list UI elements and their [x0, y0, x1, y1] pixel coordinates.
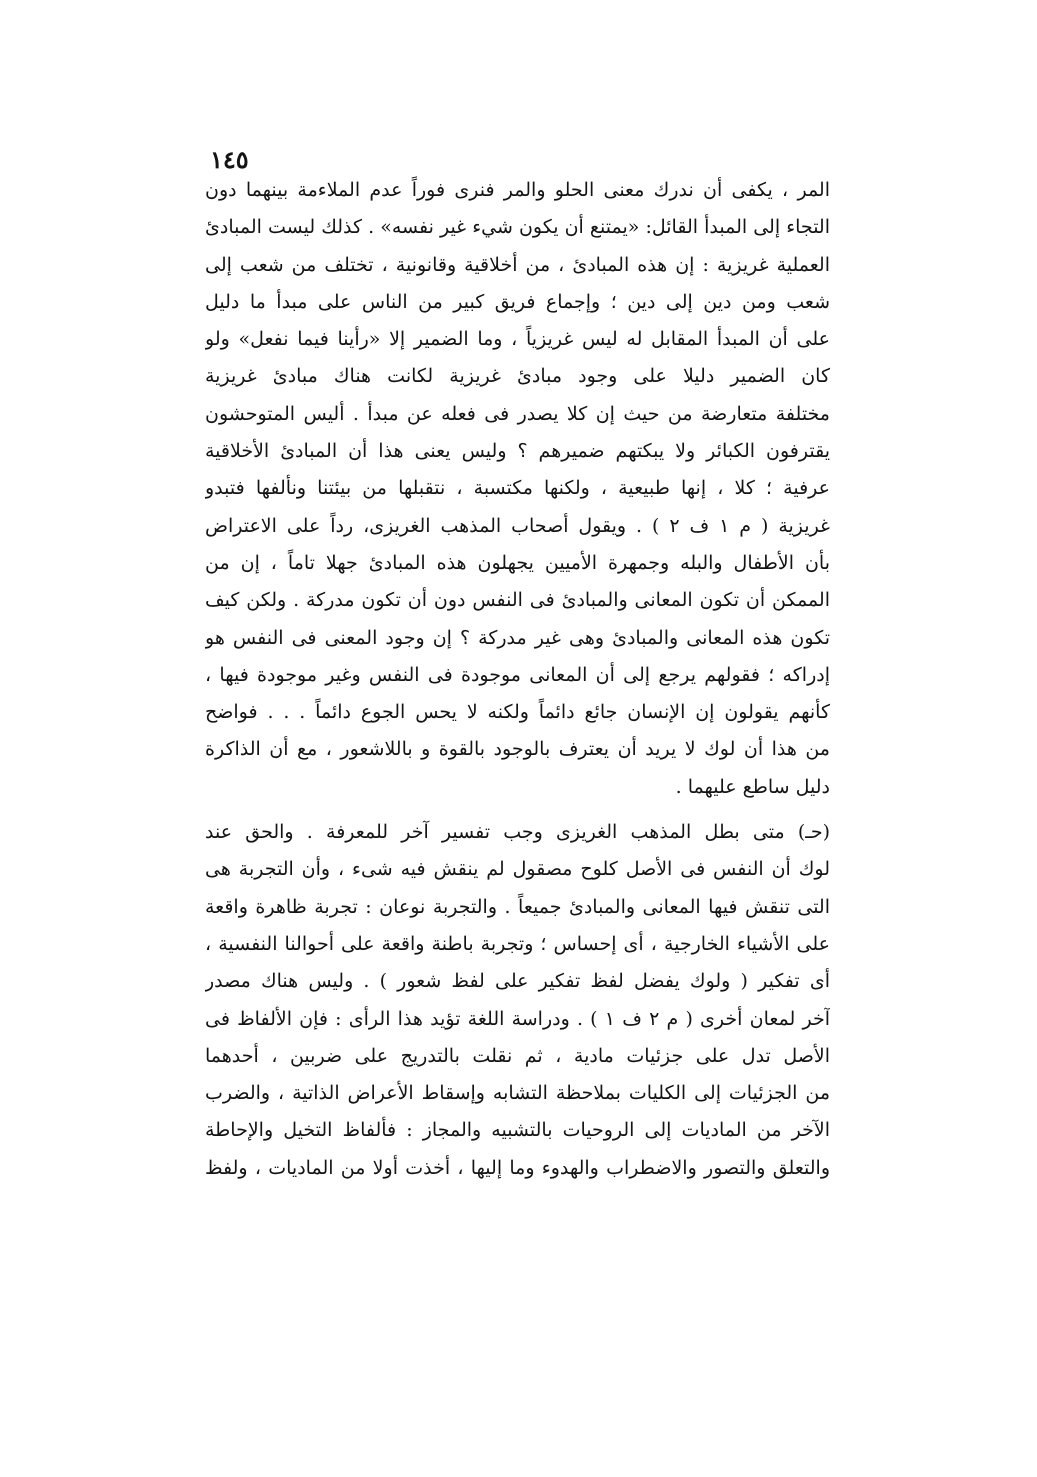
text-line: غريزية ( م ١ ف ٢ ) . ويقول أصحاب المذهب الغريزى، رداً على الاعتراض: [205, 514, 830, 537]
text-line: شعب ومن دين إلى دين ؛ وإجماع فريق كبير من الناس على مبدأ ما دليل: [205, 290, 830, 313]
text-line: المر ، يكفى أن ندرك معنى الحلو والمر فنرى فوراً عدم الملاءمة بينهما دون: [205, 179, 830, 201]
body-text: [205, 172, 830, 1187]
text-line: تكون هذه المعانى والمبادئ وهى غير مدركة ؟ إن وجود المعنى فى النفس هو: [205, 626, 830, 649]
text-line: عرفية ؛ كلا ، إنها طبيعية ، ولكنها مكتسبة ، نتقبلها من بيئتنا ونألفها فتبدو: [205, 477, 830, 500]
text-line: الآخر من الماديات إلى الروحيات بالتشبيه والمجاز : فألفاظ التخيل والإحاطة: [205, 1119, 830, 1142]
text-line: يقترفون الكبائر ولا يبكتهم ضميرهم ؟ وليس يعنى هذا أن المبادئ الأخلاقية: [205, 440, 830, 463]
text-line: على الأشياء الخارجية ، أى إحساس ؛ وتجربة باطنة واقعة على أحوالنا النفسية ،: [205, 932, 830, 955]
text-line: لوك أن النفس فى الأصل كلوح مصقول لم ينقش فيه شىء ، وأن التجربة هى: [205, 858, 830, 881]
text-line: التى تنقش فيها المعانى والمبادئ جميعاً . والتجربة نوعان : تجربة ظاهرة واقعة: [205, 895, 830, 918]
text-line: والتعلق والتصور والاضطراب والهدوء وما إليها ، أخذت أولا من الماديات ، ولفظ: [205, 1156, 830, 1179]
text-line: إدراكه ؛ فقولهم يرجع إلى أن المعانى موجودة فى النفس وغير موجودة فيها ،: [205, 663, 830, 686]
text-line: آخر لمعان أخرى ( م ٢ ف ١ ) . ودراسة اللغة تؤيد هذا الرأى : فإن الألفاظ فى: [205, 1007, 830, 1030]
text-line: من هذا أن لوك لا يريد أن يعترف بالوجود بالقوة و باللاشعور ، مع أن الذاكرة: [205, 738, 830, 761]
text-line: الأصل تدل على جزئيات مادية ، ثم نقلت بالتدريج على ضربين ، أحدهما: [205, 1044, 830, 1067]
text-line: دليل ساطع عليهما .: [675, 775, 830, 798]
text-line: التجاء إلى المبدأ القائل: «يمتنع أن يكون شيء غير نفسه» . كذلك ليست المبادئ: [205, 216, 830, 239]
paragraph-2: [205, 814, 830, 1187]
text-line: من الجزئيات إلى الكليات بملاحظة التشابه وإسقاط الأعراض الذاتية ، والضرب: [205, 1082, 830, 1105]
text-line: العملية غريزية : إن هذه المبادئ ، من أخلاقية وقانونية ، تختلف من شعب إلى: [205, 253, 830, 276]
text-line: مختلفة متعارضة من حيث إن كلا يصدر فى فعله عن مبدأ . أليس المتوحشون: [205, 402, 830, 425]
text-line: بأن الأطفال والبله وجمهرة الأميين يجهلون هذه المبادئ جهلا تاماً ، إن من: [205, 551, 830, 574]
page-number: ١٤٥: [210, 145, 249, 174]
paragraph-gap: [205, 806, 830, 814]
text-line: أى تفكير ( ولوك يفضل لفظ تفكير على لفظ شعور ) . وليس هناك مصدر: [205, 970, 830, 993]
text-line: كأنهم يقولون إن الإنسان جائع دائماً ولكنه لا يحس الجوع دائماً . . . فواضح: [205, 701, 830, 724]
text-line: كان الضمير دليلا على وجود مبادئ غريزية لكانت هناك مبادئ غريزية: [205, 365, 830, 388]
paragraph-1: [205, 172, 830, 806]
text-line: الممكن أن تكون المعانى والمبادئ فى النفس دون أن تكون مدركة . ولكن كيف: [205, 589, 830, 612]
text-line: على أن المبدأ المقابل له ليس غريزياً ، وما الضمير إلا «رأينا فيما نفعل» ولو: [205, 328, 830, 351]
text-line: (حـ) متى بطل المذهب الغريزى وجب تفسير آخر للمعرفة . والحق عند: [205, 821, 830, 844]
